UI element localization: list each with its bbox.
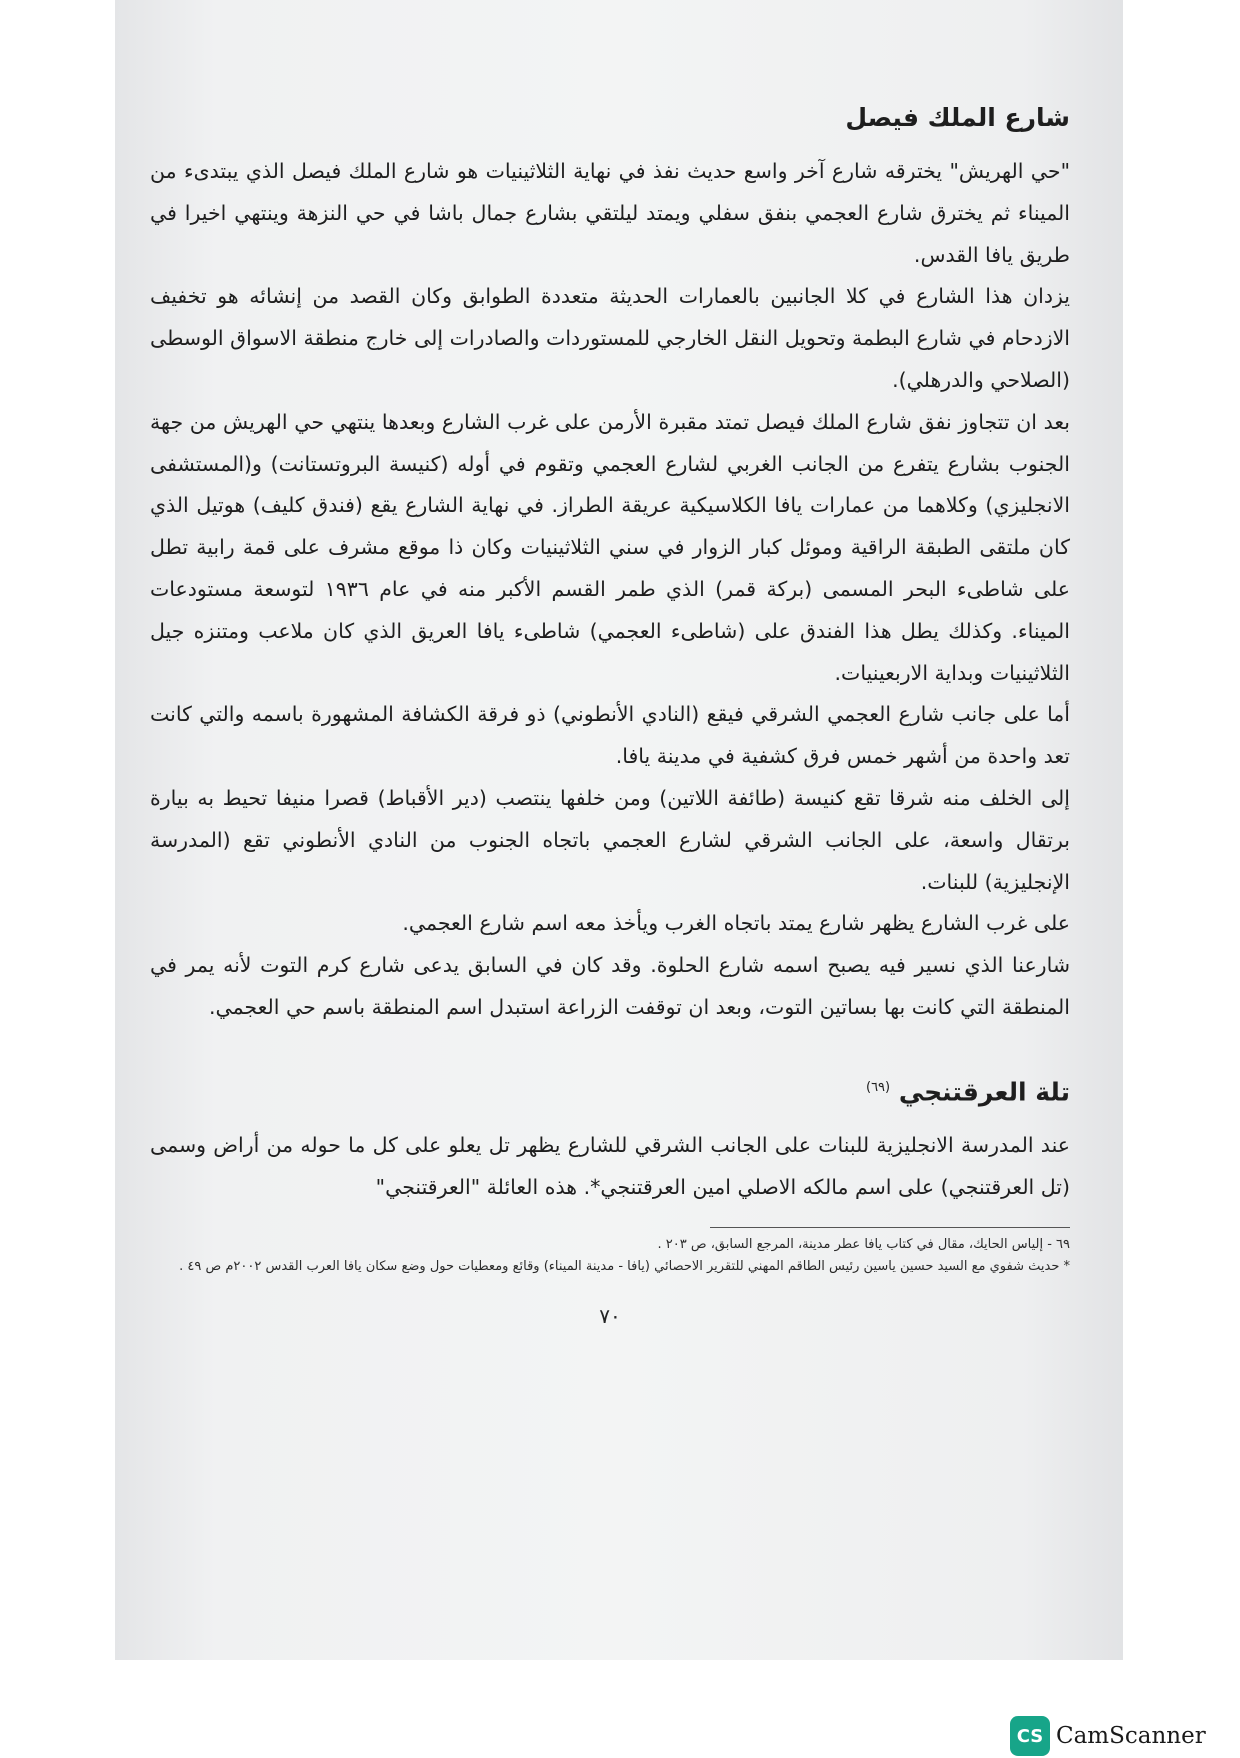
page-number: ٧٠ bbox=[599, 1303, 621, 1328]
footnote-reference: (٦٩) bbox=[865, 1079, 891, 1095]
section-title-arqtanji-hill bbox=[150, 1055, 1070, 1125]
footnote: * حديث شفوي مع السيد حسين ياسين رئيس الطاقم المهني للتقرير الاحصائي (يافا - مدينة الميناء) وقائع ومعطيات حول وضع سكان يافا العرب القدس ٢٠٠٢م ص ٤٩ . bbox=[179, 1258, 1070, 1274]
section-title-king-faisal-street: شارع الملك فيصل bbox=[845, 103, 1070, 132]
paragraph: عند المدرسة الانجليزية للبنات على الجانب الشرقي للشارع يظهر تل يعلو على كل ما حوله من أراض وسمى (تل العرقتنجي) على اسم مالكه الاصلي امين العرقتنجي*. هذه العائلة "العرقتنجي" bbox=[150, 1133, 1070, 1199]
paragraph: إلى الخلف منه شرقا تقع كنيسة (طائفة اللاتين) ومن خلفها ينتصب (دير الأقباط) قصرا منيفا تحيط به بيارة برتقال واسعة، على الجانب الشرقي لشارع العجمي باتجاه الجنوب من النادي الأنطوني تقع (المدرسة الإنجليزية) للبنات. bbox=[150, 785, 1070, 894]
paragraph: على غرب الشارع يظهر شارع يمتد باتجاه الغرب ويأخذ معه اسم شارع العجمي. bbox=[402, 911, 1070, 936]
paragraph: شارعنا الذي نسير فيه يصبح اسمه شارع الحلوة. وقد كان في السابق يدعى شارع كرم التوت لأنه يمر في المنطقة التي كانت بها بساتين التوت، وبعد ان توقفت الزراعة استبدل اسم المنطقة باسم حي العجمي. bbox=[150, 953, 1070, 1019]
camscanner-watermark bbox=[1010, 1714, 1206, 1758]
paragraph: أما على جانب شارع العجمي الشرقي فيقع (النادي الأنطوني) ذو فرقة الكشافة المشهورة باسمه والتي كانت تعد واحدة من أشهر خمس فرق كشفية في مدينة يافا. bbox=[150, 702, 1070, 769]
paragraph: "حي الهريش" يخترقه شارع آخر واسع حديث نفذ في نهاية الثلاثينيات هو شارع الملك فيصل الذي يبتدىء من الميناء ثم يخترق شارع العجمي بنفق سفلي ويمتد ليلتقي بشارع جمال باشا في حي النزهة وينتهي اخيرا في طريق يافا القدس. bbox=[150, 159, 1070, 267]
paragraph: بعد ان تتجاوز نفق شارع الملك فيصل تمتد مقبرة الأرمن على غرب الشارع وبعدها ينتهي حي الهريش من جهة الجنوب بشارع يتفرع من الجانب الغربي لشارع العجمي وتقوم في أوله (كنيسة البروتستانت) و(المستشفى الانجليزي) وكلاهما من عمارات يافا الكلاسيكية عريقة الطراز. في نهاية الشارع يقع (فندق كليف) هوتيل الذي كان ملتقى الطبقة الراقية وموئل كبار الزوار في سني الثلاثينيات وكان ذا موقع مشرف على قمة رابية تطل على شاطىء البحر المسمى (بركة قمر) الذي طمر القسم الأكبر منه في عام ١٩٣٦ لتوسعة مستودعات الميناء. وكذلك يطل هذا الفندق على (شاطىء العجمي) شاطىء يافا العريق الذي كان ملاعب ومتنزه جيل الثلاثينيات وبداية الاربعينيات. bbox=[150, 409, 1070, 685]
footnote: ٦٩ - إلياس الحايك، مقال في كتاب يافا عطر مدينة، المرجع السابق، ص ٢٠٣ . bbox=[657, 1236, 1070, 1252]
paragraph: يزدان هذا الشارع في كلا الجانبين بالعمارات الحديثة متعددة الطوابق وكان القصد من إنشائه هو تخفيف الازدحام في شارع البطمة وتحويل النقل الخارجي للمستوردات والصادرات إلى خارج منطقة الاسواق الوسطى (الصلاحي والدرهلي). bbox=[150, 284, 1070, 392]
camscanner-logo-icon: CS bbox=[1010, 1716, 1050, 1756]
footnotes-section bbox=[150, 1227, 1070, 1278]
book-page bbox=[150, 85, 1070, 1328]
camscanner-brand: CamScanner bbox=[1056, 1723, 1206, 1749]
section-title-text: تلة العرقتنجي bbox=[898, 1077, 1070, 1107]
